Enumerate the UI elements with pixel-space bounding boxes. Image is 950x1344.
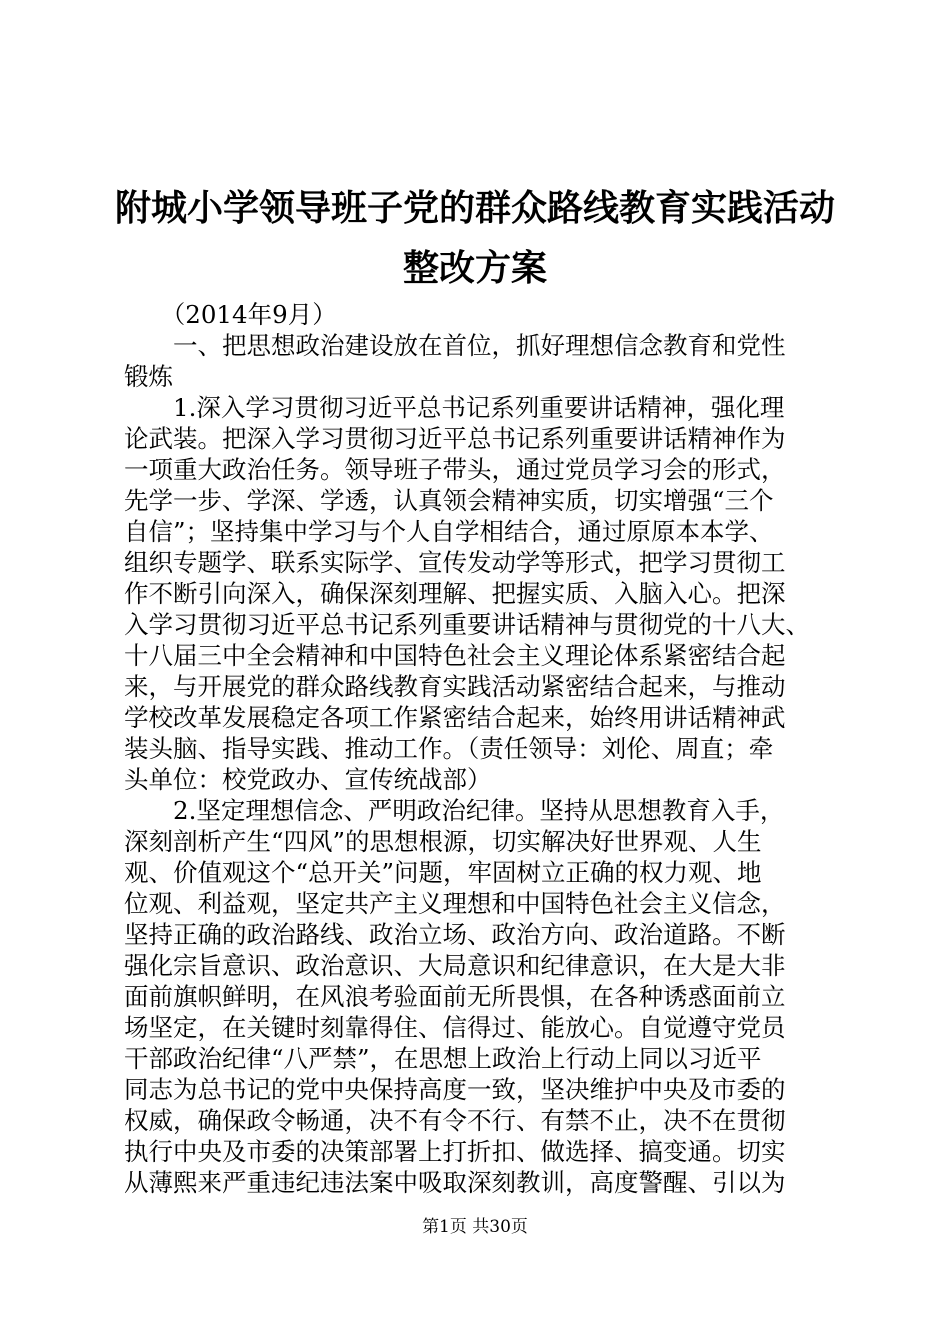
text-line: 场坚定，在关键时刻靠得住、信得过、能放心。自觉遵守党员 xyxy=(124,1013,786,1042)
page-number-footer: 第1页 共30页 xyxy=(422,1217,528,1237)
text-line: 自信”；坚持集中学习与个人自学相结合，通过原原本本学、 xyxy=(124,517,774,546)
text-line: 先学一步、学深、学透，认真领会精神实质，切实增强“三个 xyxy=(124,486,774,515)
text-line: （2014年9月） xyxy=(124,300,337,329)
text-line: 装头脑、指导实践、推动工作。（责任领导：刘伦、周直；牵 xyxy=(124,734,774,763)
text-line: 1.深入学习贯彻习近平总书记系列重要讲话精神，强化理 xyxy=(124,393,785,422)
text-line: 观、价值观这个“总开关”问题，牢固树立正确的权力观、地 xyxy=(124,858,762,887)
text-line: 入学习贯彻习近平总书记系列重要讲话精神与贯彻党的十八大、 xyxy=(124,610,810,639)
text-line: 来，与开展党的群众路线教育实践活动紧密结合起来，与推动 xyxy=(124,672,786,701)
text-line: 一、把思想政治建设放在首位，抓好理想信念教育和党性 xyxy=(124,331,786,360)
text-line: 十八届三中全会精神和中国特色社会主义理论体系紧密结合起 xyxy=(124,641,786,670)
text-line: 权威，确保政令畅通，决不有令不行、有禁不止，决不在贯彻 xyxy=(124,1106,786,1135)
text-line: 锻炼 xyxy=(124,362,173,391)
text-line: 执行中央及市委的决策部署上打折扣、做选择、搞变通。切实 xyxy=(124,1137,786,1166)
text-line: 一项重大政治任务。领导班子带头，通过党员学习会的形式， xyxy=(124,455,786,484)
text-line: 论武装。把深入学习贯彻习近平总书记系列重要讲话精神作为 xyxy=(124,424,786,453)
text-line: 同志为总书记的党中央保持高度一致，坚决维护中央及市委的 xyxy=(124,1075,786,1104)
text-line: 头单位：校党政办、宣传统战部） xyxy=(124,765,492,794)
text-line: 面前旗帜鲜明，在风浪考验面前无所畏惧，在各种诱惑面前立 xyxy=(124,982,786,1011)
text-line: 坚持正确的政治路线、政治立场、政治方向、政治道路。不断 xyxy=(124,920,786,949)
text-line: 位观、利益观，坚定共产主义理想和中国特色社会主义信念， xyxy=(124,889,786,918)
text-line: 从薄熙来严重违纪违法案中吸取深刻教训，高度警醒、引以为 xyxy=(124,1168,786,1197)
text-line: 作不断引向深入，确保深刻理解、把握实质、入脑入心。把深 xyxy=(124,579,786,608)
text-line: 强化宗旨意识、政治意识、大局意识和纪律意识，在大是大非 xyxy=(124,951,786,980)
document-title-line-1: 附城小学领导班子党的群众路线教育实践活动 xyxy=(114,187,835,229)
document-title-line-2: 整改方案 xyxy=(402,247,547,289)
text-line: 干部政治纪律“八严禁”，在思想上政治上行动上同以习近平 xyxy=(124,1044,762,1073)
text-line: 组织专题学、联系实际学、宣传发动学等形式，把学习贯彻工 xyxy=(124,548,786,577)
text-line: 2.坚定理想信念、严明政治纪律。坚持从思想教育入手， xyxy=(124,796,785,825)
text-line: 学校改革发展稳定各项工作紧密结合起来，始终用讲话精神武 xyxy=(124,703,786,732)
text-line: 深刻剖析产生“四风”的思想根源，切实解决好世界观、人生 xyxy=(124,827,762,856)
